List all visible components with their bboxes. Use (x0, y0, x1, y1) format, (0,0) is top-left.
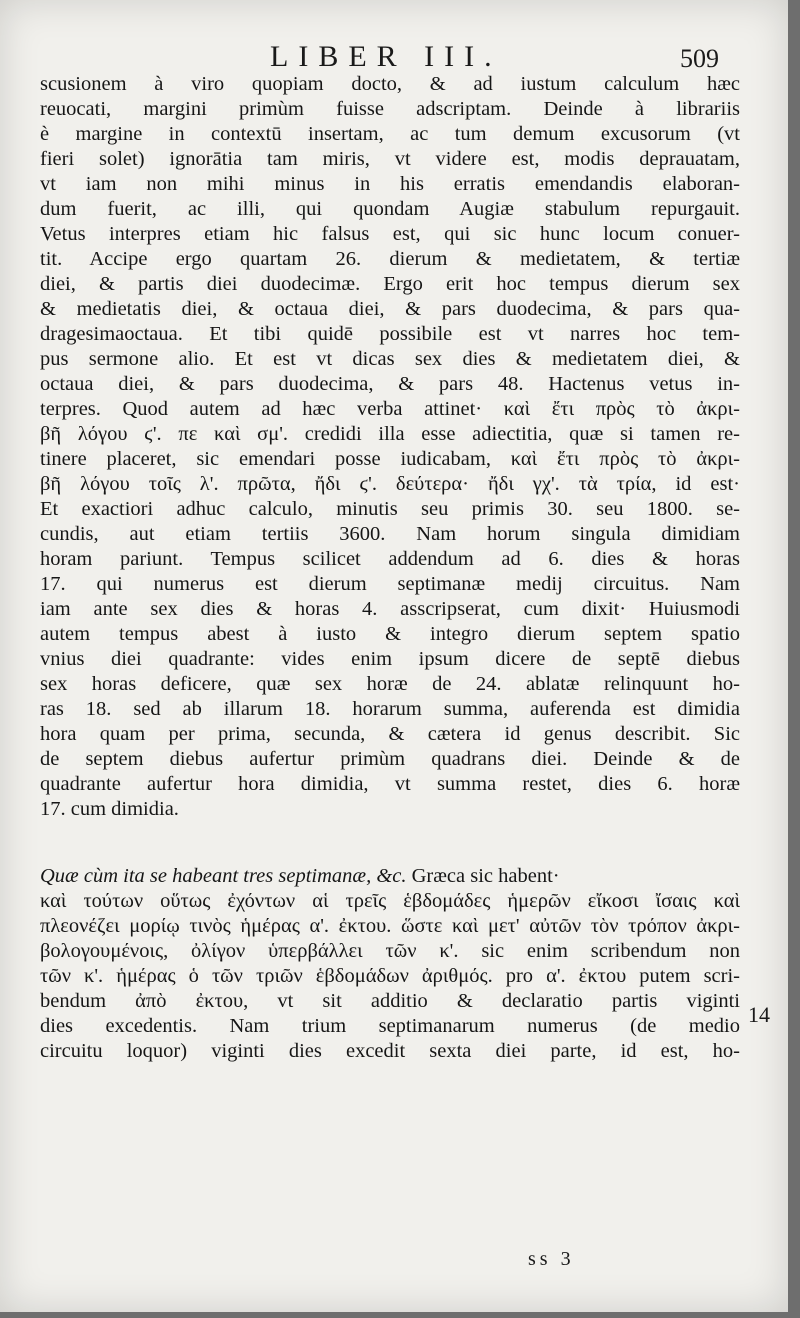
text-line: 17. qui numerus est dierum septimanæ medij circuitus. Nam (40, 573, 740, 595)
text-line: dies excedentis. Nam trium septimanarum numerus (de medio (40, 1015, 740, 1037)
margin-note: 14 (748, 1002, 770, 1027)
text-line: dragesimaoctaua. Et tibi quidē possibile est vt narres hoc tem- (40, 323, 740, 345)
signature-mark: ss 3 (528, 1248, 575, 1270)
text-line: 17. cum dimidia. (40, 798, 179, 820)
text-line: hora quam per prima, secunda, & cætera id genus describit. Sic (40, 723, 740, 745)
text-line: quadrante aufertur hora dimidia, vt summa restet, dies 6. horæ (40, 773, 740, 795)
text-line: de septem diebus aufertur primùm quadrans diei. Deinde & de (40, 748, 740, 770)
text-line: octaua diei, & pars duodecima, & pars 48. Hactenus vetus in- (40, 373, 740, 395)
text-line: autem tempus abest à iusto & integro dierum septem spatio (40, 623, 740, 645)
text-line: πλεονέζει μορίῳ τινὸς ἡμέρας α'. ἐκτου. ὥστε καὶ μετ' αὐτῶν τὸν τρόπον ἀκρι- (40, 915, 740, 937)
text-line: horam pariunt. Tempus scilicet addendum ad 6. dies & horas (40, 548, 740, 570)
text-line: καὶ τούτων οὕτως ἐχόντων αἱ τρεῖς ἑβδομάδες ἡμερῶν εἴκοσι ἴσαις καὶ (40, 890, 740, 912)
text-line: terpres. Quod autem ad hæc verba attinet· καὶ ἔτι πρὸς τὸ ἀκρι- (40, 398, 740, 420)
paragraph-gap (40, 822, 740, 864)
text-line: pus sermone alio. Et est vt dicas sex dies & medietatem diei, & (40, 348, 740, 370)
text-line: sex horas deficere, quæ sex horæ de 24. ablatæ relinquunt ho- (40, 673, 740, 695)
text-line: βολογουμένοις, ὀλίγον ὑπερβάλλει τῶν κ'. sic enim scribendum non (40, 940, 740, 962)
text-line: fieri solet) ignorātia tam miris, vt videre est, modis deprauatam, (40, 148, 740, 170)
paragraph-1 (40, 72, 740, 822)
text-line: circuitu loquor) viginti dies excedit sexta diei parte, id est, ho- (40, 1040, 740, 1062)
text-line: diei, & partis diei duodecimæ. Ergo erit hoc tempus dierum sex (40, 273, 740, 295)
lemma: Quæ cùm ita se habeant tres septimanæ, &c. (40, 865, 407, 887)
text-line: τῶν κ'. ἡμέρας ὁ τῶν τριῶν ἑβδομάδων ἀριθμός. pro α'. ἐκτου putem scri- (40, 965, 740, 987)
text-line: vnius diei quadrante: vides enim ipsum dicere de septē diebus (40, 648, 740, 670)
lemma-tail: Græca sic habent· (406, 865, 560, 887)
text-line (40, 864, 740, 889)
text-line: Vetus interpres etiam hic falsus est, qui sic hunc locum conuer- (40, 223, 740, 245)
text-line: dum fuerit, ac illi, qui quondam Augiæ stabulum repurgauit. (40, 198, 740, 220)
page-number: 509 (680, 44, 719, 73)
text-line: è margine in contextū insertam, ac tum demum excusorum (vt (40, 123, 740, 145)
text-line: ras 18. sed ab illarum 18. horarum summa, auferenda est dimidia (40, 698, 740, 720)
text-line: & medietatis diei, & octaua diei, & pars duodecima, & pars qua- (40, 298, 740, 320)
text-line: reuocati, margini primùm fuisse adscriptam. Deinde à librariis (40, 98, 740, 120)
body-text (40, 72, 740, 1064)
text-line: βῆ λόγου ϛ'. πε καὶ σμ'. credidi illa esse adiectitia, quæ si tamen re- (40, 423, 740, 445)
text-line: Et exactiori adhuc calculo, minutis seu primis 30. seu 1800. se- (40, 498, 740, 520)
paragraph-2 (40, 864, 740, 1064)
text-line: iam ante sex dies & horas 4. asscripserat, cum dixit· Huiusmodi (40, 598, 740, 620)
text-line: bendum ἀπὸ ἐκτου, vt sit additio & declaratio partis viginti (40, 990, 740, 1012)
text-line: cundis, aut etiam tertiis 3600. Nam horum singula dimidiam (40, 523, 740, 545)
text-line: tinere placeret, sic emendari posse iudicabam, καὶ ἔτι πρὸς τὸ ἀκρι- (40, 448, 740, 470)
text-line: tit. Accipe ergo quartam 26. dierum & medietatem, & tertiæ (40, 248, 740, 270)
running-head-title: LIBER III. (270, 40, 502, 73)
text-line: scusionem à viro quopiam docto, & ad iustum calculum hæc (40, 73, 740, 95)
text-line: βῆ λόγου τοῖς λ'. πρῶτα, ἤδι ϛ'. δεύτερα· ἤδι γχ'. τὰ τρία, id est· (40, 473, 740, 495)
text-line: vt iam non mihi minus in his erratis emendandis elaboran- (40, 173, 740, 195)
